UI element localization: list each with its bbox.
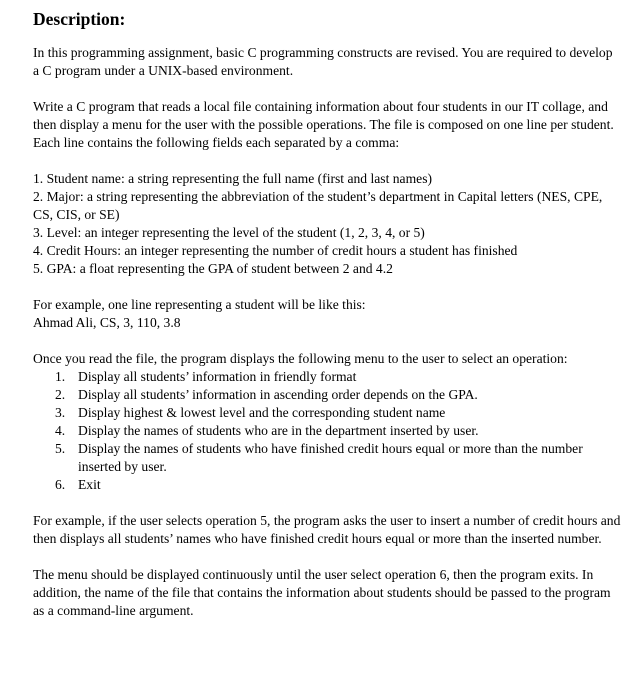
document-page [33, 8, 621, 620]
menu-item-text: Exit [78, 477, 101, 492]
menu-item [33, 440, 621, 476]
menu-item [33, 404, 621, 422]
field-item-level: 3. Level: an integer representing the level of the student (1, 2, 3, 4, or 5) [33, 225, 425, 240]
task-paragraph: Write a C program that reads a local file containing information about four students in our IT collage, and then display a menu for the user with the possible operations. The file is composed on one line per student. Each line contains the following fields each separated by a comma: [33, 99, 614, 150]
menu-item-text: Display the names of students who are in the department inserted by user. [78, 423, 479, 438]
field-item-name: 1. Student name: a string representing the full name (first and last names) [33, 171, 433, 186]
paragraph-gap [33, 278, 621, 296]
field-list [33, 170, 621, 278]
menu-item [33, 422, 621, 440]
paragraph-gap [33, 548, 621, 566]
menu-item-number: 6. [55, 477, 66, 492]
field-item-credit-hours: 4. Credit Hours: an integer representing the number of credit hours a student has finished [33, 243, 518, 258]
op5-example-paragraph: For example, if the user selects operation 5, the program asks the user to insert a number of credit hours and then displays all students’ names who have finished credit hours equal or more than the inserted number. [33, 513, 621, 546]
menu-item-text: Display the names of students who have finished credit hours equal or more than the number inserted by user. [78, 441, 583, 474]
intro-paragraph: In this programming assignment, basic C programming constructs are revised. You are required to develop a C program under a UNIX-based environment. [33, 45, 613, 78]
section-heading: Description: [33, 9, 126, 29]
menu-item-number: 1. [55, 369, 66, 384]
closing-paragraph: The menu should be displayed continuously until the user select operation 6, then the program exits. In addition, the name of the file that contains the information about students should be passed to the program as a command-line argument. [33, 567, 611, 618]
field-item-gpa: 5. GPA: a float representing the GPA of student between 2 and 4.2 [33, 261, 393, 276]
menu-item-number: 5. [55, 441, 66, 456]
paragraph-gap [33, 80, 621, 98]
paragraph-gap [33, 494, 621, 512]
field-item-major: 2. Major: a string representing the abbreviation of the student’s department in Capital letters (NES, CPE, CS, CIS, or SE) [33, 189, 603, 222]
menu-intro: Once you read the file, the program displays the following menu to the user to select an operation: [33, 351, 568, 366]
example-line: Ahmad Ali, CS, 3, 110, 3.8 [33, 315, 181, 330]
menu-item-text: Display highest & lowest level and the corresponding student name [78, 405, 446, 420]
menu-item-text: Display all students’ information in friendly format [78, 369, 357, 384]
menu-item-text: Display all students’ information in ascending order depends on the GPA. [78, 387, 478, 402]
menu-item [33, 386, 621, 404]
example-intro: For example, one line representing a student will be like this: [33, 297, 366, 312]
paragraph-gap [33, 152, 621, 170]
menu-item-number: 4. [55, 423, 66, 438]
menu-list [33, 368, 621, 494]
paragraph-gap [33, 332, 621, 350]
menu-item-number: 3. [55, 405, 66, 420]
menu-item-number: 2. [55, 387, 66, 402]
menu-item [33, 476, 621, 494]
menu-item [33, 368, 621, 386]
